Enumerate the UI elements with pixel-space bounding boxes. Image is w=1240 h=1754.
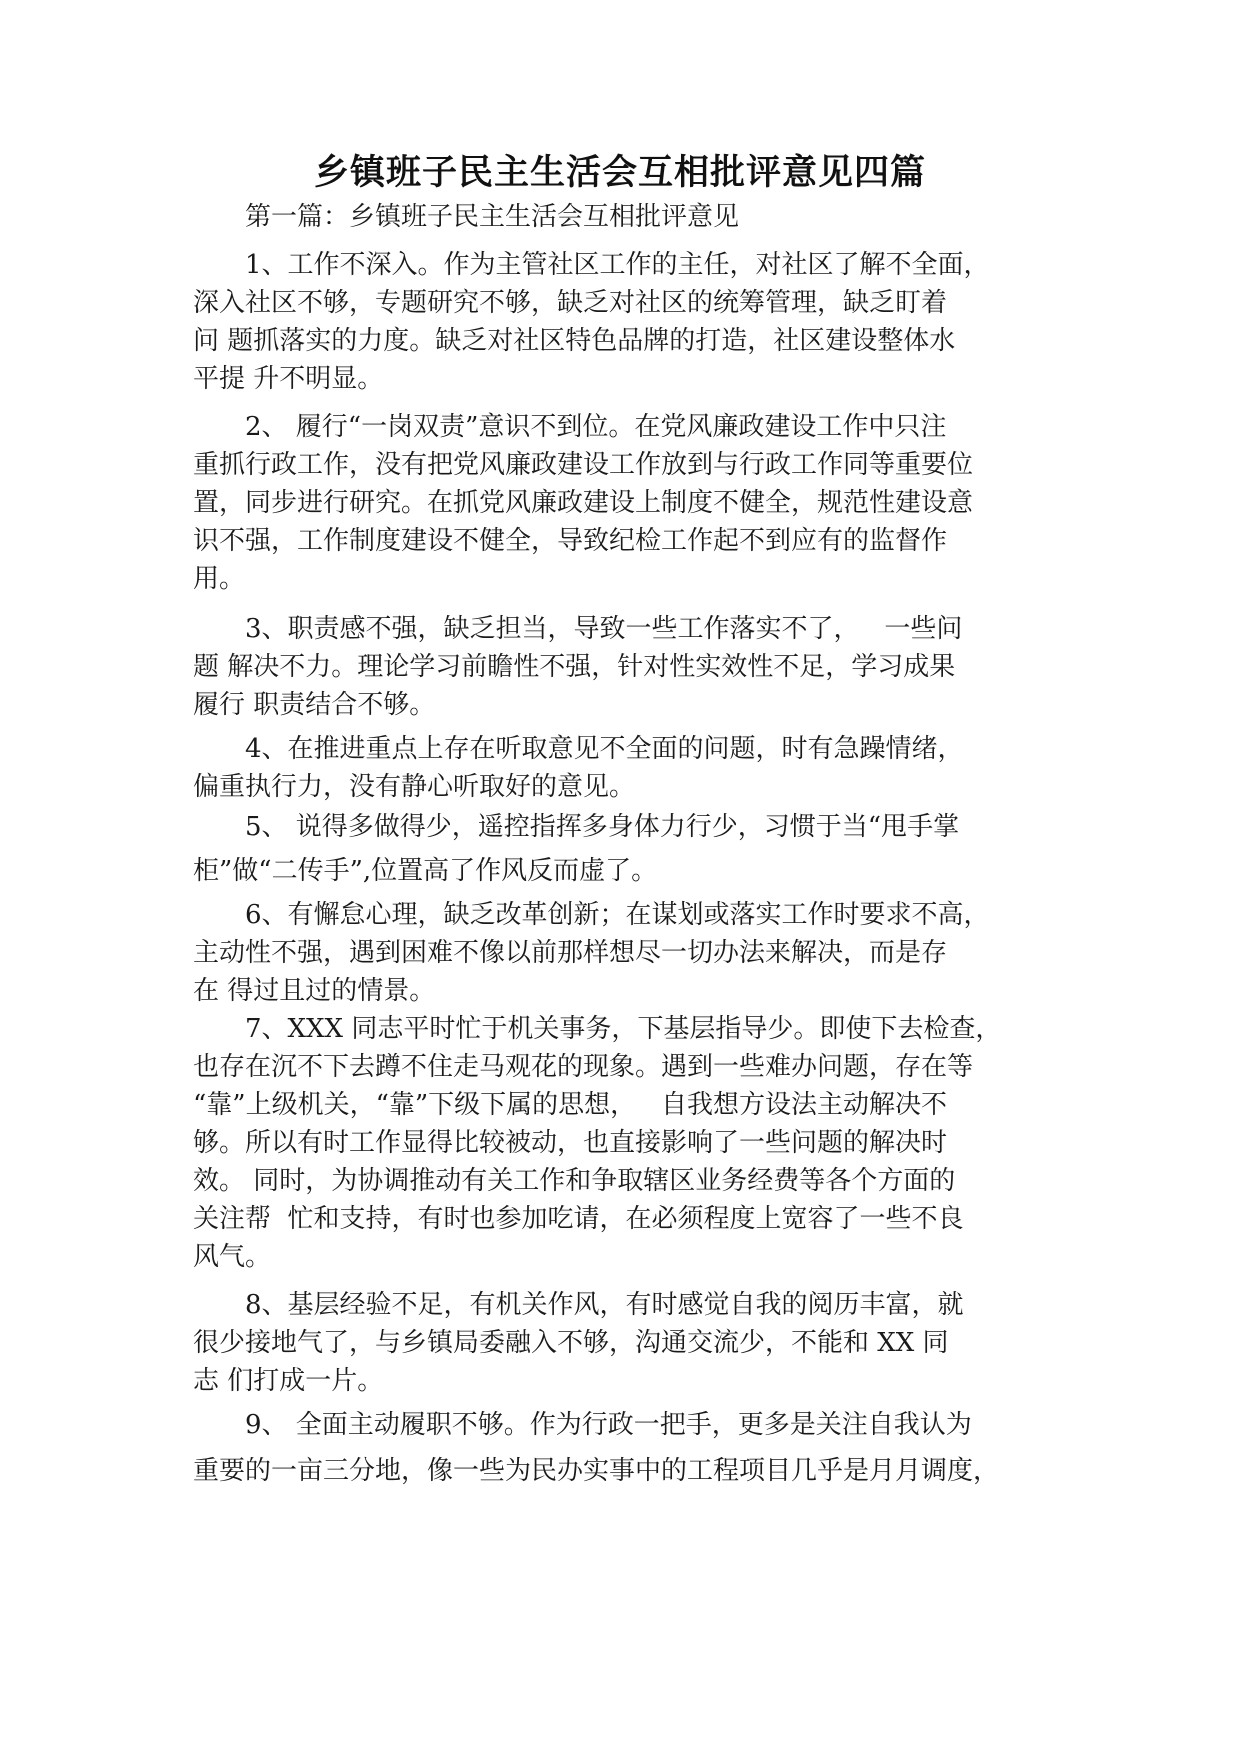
paragraph-4 xyxy=(193,730,1059,806)
paragraph-3 xyxy=(193,610,1059,724)
paragraph-line: “靠”上级机关，“靠”下级下属的思想， 自我想方设法主动解决不 xyxy=(193,1090,947,1120)
paragraph-line: 够。所以有时工作显得比较被动，也直接影响了一些问题的解决时 xyxy=(193,1128,948,1158)
paragraph-line: 志 们打成一片。 xyxy=(193,1366,384,1396)
paragraph-line: 柜”做“二传手”,位置高了作风反而虚了。 xyxy=(193,856,658,886)
paragraph-line: 平提 升不明显。 xyxy=(193,364,384,394)
paragraph-line: 识不强，工作制度建设不健全，导致纪检工作起不到应有的监督作 xyxy=(193,526,948,556)
paragraph-line: 偏重执行力，没有静心听取好的意见。 xyxy=(193,772,636,802)
paragraph-line: 问 题抓落实的力度。缺乏对社区特色品牌的打造，社区建设整体水 xyxy=(193,326,956,356)
paragraph-6 xyxy=(193,896,1059,1010)
paragraph-line: 置，同步进行研究。在抓党风廉政建设上制度不健全，规范性建设意 xyxy=(193,488,974,518)
paragraph-line: 关注帮 忙和支持，有时也参加吃请，在必须程度上宽容了一些不良 xyxy=(193,1204,964,1234)
paragraph-2 xyxy=(193,408,1059,598)
paragraph-7 xyxy=(193,1010,1059,1276)
paragraph-line: 用。 xyxy=(193,564,246,594)
paragraph-line: 6、有懈怠心理，缺乏改革创新；在谋划或落实工作时要求不高， xyxy=(245,900,990,930)
paragraph-9 xyxy=(193,1406,1059,1490)
paragraph-line: 7、XXX 同志平时忙于机关事务，下基层指导少。即使下去检查， xyxy=(245,1014,1002,1044)
paragraph-line: 在 得过且过的情景。 xyxy=(193,976,436,1006)
paragraph-line: 深入社区不够，专题研究不够，缺乏对社区的统筹管理，缺乏盯着 xyxy=(193,288,948,318)
document-title: 乡镇班子民主生活会互相批评意见四篇 xyxy=(313,153,926,193)
paragraph-1 xyxy=(193,246,1059,398)
paragraph-line: 2、 履行“一岗双责”意识不到位。在党风廉政建设工作中只注 xyxy=(245,412,947,442)
paragraph-line: 重要的一亩三分地，像一些为民办实事中的工程项目几乎是月月调度， xyxy=(193,1456,1000,1486)
section-heading-text: 第一篇：乡镇班子民主生活会互相批评意见 xyxy=(245,202,740,232)
paragraph-line: 效。 同时，为协调推动有关工作和争取辖区业务经费等各个方面的 xyxy=(193,1166,956,1196)
paragraph-line: 也存在沉不下去蹲不住走马观花的现象。遇到一些难办问题，存在等 xyxy=(193,1052,974,1082)
paragraph-line: 重抓行政工作，没有把党风廉政建设工作放到与行政工作同等重要位 xyxy=(193,450,974,480)
paragraph-line: 风气。 xyxy=(193,1242,272,1272)
paragraph-line: 9、 全面主动履职不够。作为行政一把手，更多是关注自我认为 xyxy=(245,1410,972,1440)
paragraph-line: 履行 职责结合不够。 xyxy=(193,690,436,720)
paragraph-8 xyxy=(193,1286,1059,1400)
paragraph-line: 1、工作不深入。作为主管社区工作的主任，对社区了解不全面， xyxy=(245,250,990,280)
paragraph-line: 3、职责感不强，缺乏担当，导致一些工作落实不了， 一些问 xyxy=(245,614,963,644)
paragraph-line: 4、在推进重点上存在听取意见不全面的问题，时有急躁情绪， xyxy=(245,734,964,764)
paragraph-line: 主动性不强，遇到困难不像以前那样想尽一切办法来解决，而是存 xyxy=(193,938,948,968)
paragraph-line: 5、 说得多做得少，遥控指挥多身体力行少，习惯于当“甩手掌 xyxy=(245,812,960,842)
paragraph-line: 8、基层经验不足，有机关作风，有时感觉自我的阅历丰富，就 xyxy=(245,1290,964,1320)
paragraph-line: 题 解决不力。理论学习前瞻性不强，针对性实效性不足，学习成果 xyxy=(193,652,956,682)
paragraph-line: 很少接地气了，与乡镇局委融入不够，沟通交流少，不能和 XX 同 xyxy=(193,1328,949,1358)
paragraph-5 xyxy=(193,808,1059,890)
section-heading xyxy=(193,198,1059,236)
